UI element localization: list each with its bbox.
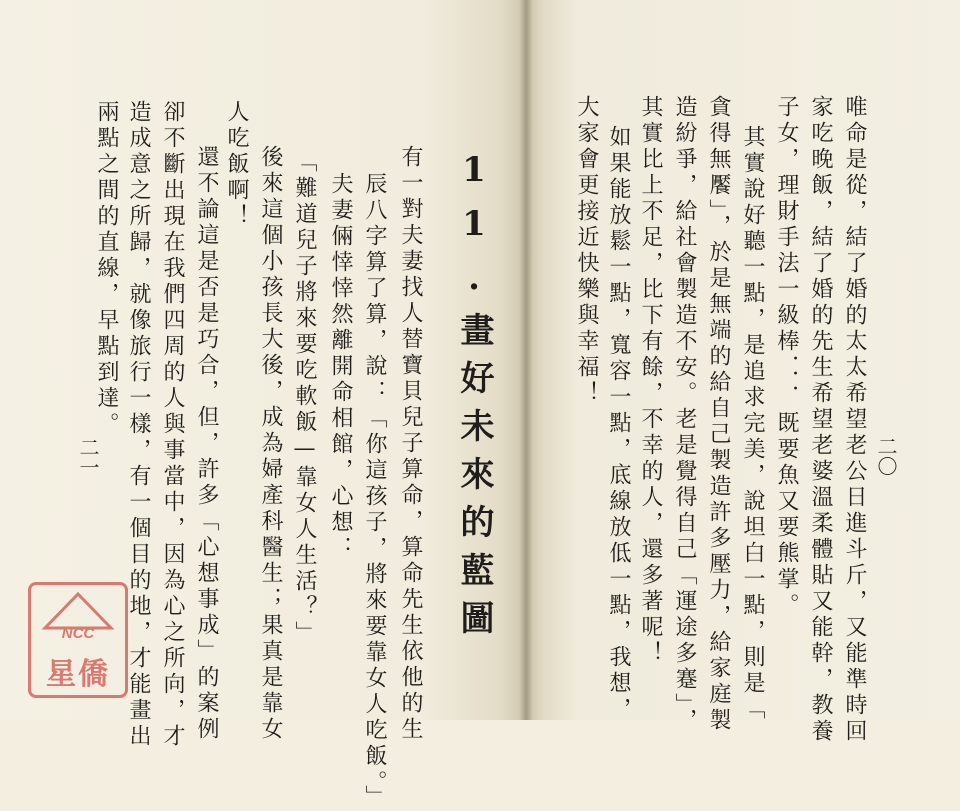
right-text-column-5: 貪得無饜」，於是無端的給自己製造許多壓力，給家庭製 [706,95,731,734]
left-text-column-1: 有一對夫妻找人替寶貝兒子算命，算命先生依他的生 [398,145,423,743]
chapter-title: 11.畫好未來的藍圖 [454,150,494,648]
right-text-column-2: 家吃晚飯，結了婚的先生希望老婆溫柔體貼又能幹，教養 [808,95,833,745]
left-text-column-6: 人吃飯啊！ [224,100,249,230]
book-gutter [519,0,533,720]
right-text-column-8: 如果能放鬆一點，寬容一點，底線放低一點，我想， [606,125,631,723]
right-text-column-1: 唯命是從，結了婚的太太希望老公日進斗斤，又能準時回 [842,95,867,745]
right-text-column-9: 大家會更接近快樂與幸福！ [574,95,599,407]
right-text-column-3: 子女，理財手法一級棒．．．既要魚又要熊掌。 [774,95,799,619]
right-text-column-7: 其實比上不足，比下有餘，不幸的人，還多著呢！ [638,95,663,667]
stamp-ncc-text: NCC [61,625,95,642]
right-page-number: 二〇 [874,436,898,476]
right-text-column-4: 其實說好聽一點，是追求完美，說坦白一點，則是「 [740,125,765,723]
left-text-column-5: 後來這個小孩長大後，成為婦產科醫生；果真是靠女 [258,145,283,743]
ncc-stamp [28,582,128,698]
left-text-column-4: 「難道兒子將來要吃軟飯—靠女人生活？」 [292,150,317,647]
stamp-name-text: 星僑 [46,657,110,692]
left-text-column-7: 還不論這是否是巧合，但，許多「心想事成」的案例 [194,145,219,743]
left-text-column-3: 夫妻倆悻悻然離開命相館，心想： [328,172,353,562]
left-text-column-9: 造成意之所歸，就像旅行一樣，有一個目的地，才能畫出 [126,100,151,750]
right-page [526,0,960,745]
right-text-column-6: 造紛爭，給社會製造不安。老是覺得自己「運途多蹇」， [672,95,697,734]
left-text-column-10: 兩點之間的直線，早點到達。 [94,100,119,438]
left-text-column-2: 辰八字算了算，說：「你這孩子，將來要靠女人吃飯。」 [362,172,387,811]
left-text-column-8: 卻不斷出現在我們四周的人與事當中，因為心之所向，才 [160,100,185,750]
left-page-number: 二一 [76,437,100,477]
